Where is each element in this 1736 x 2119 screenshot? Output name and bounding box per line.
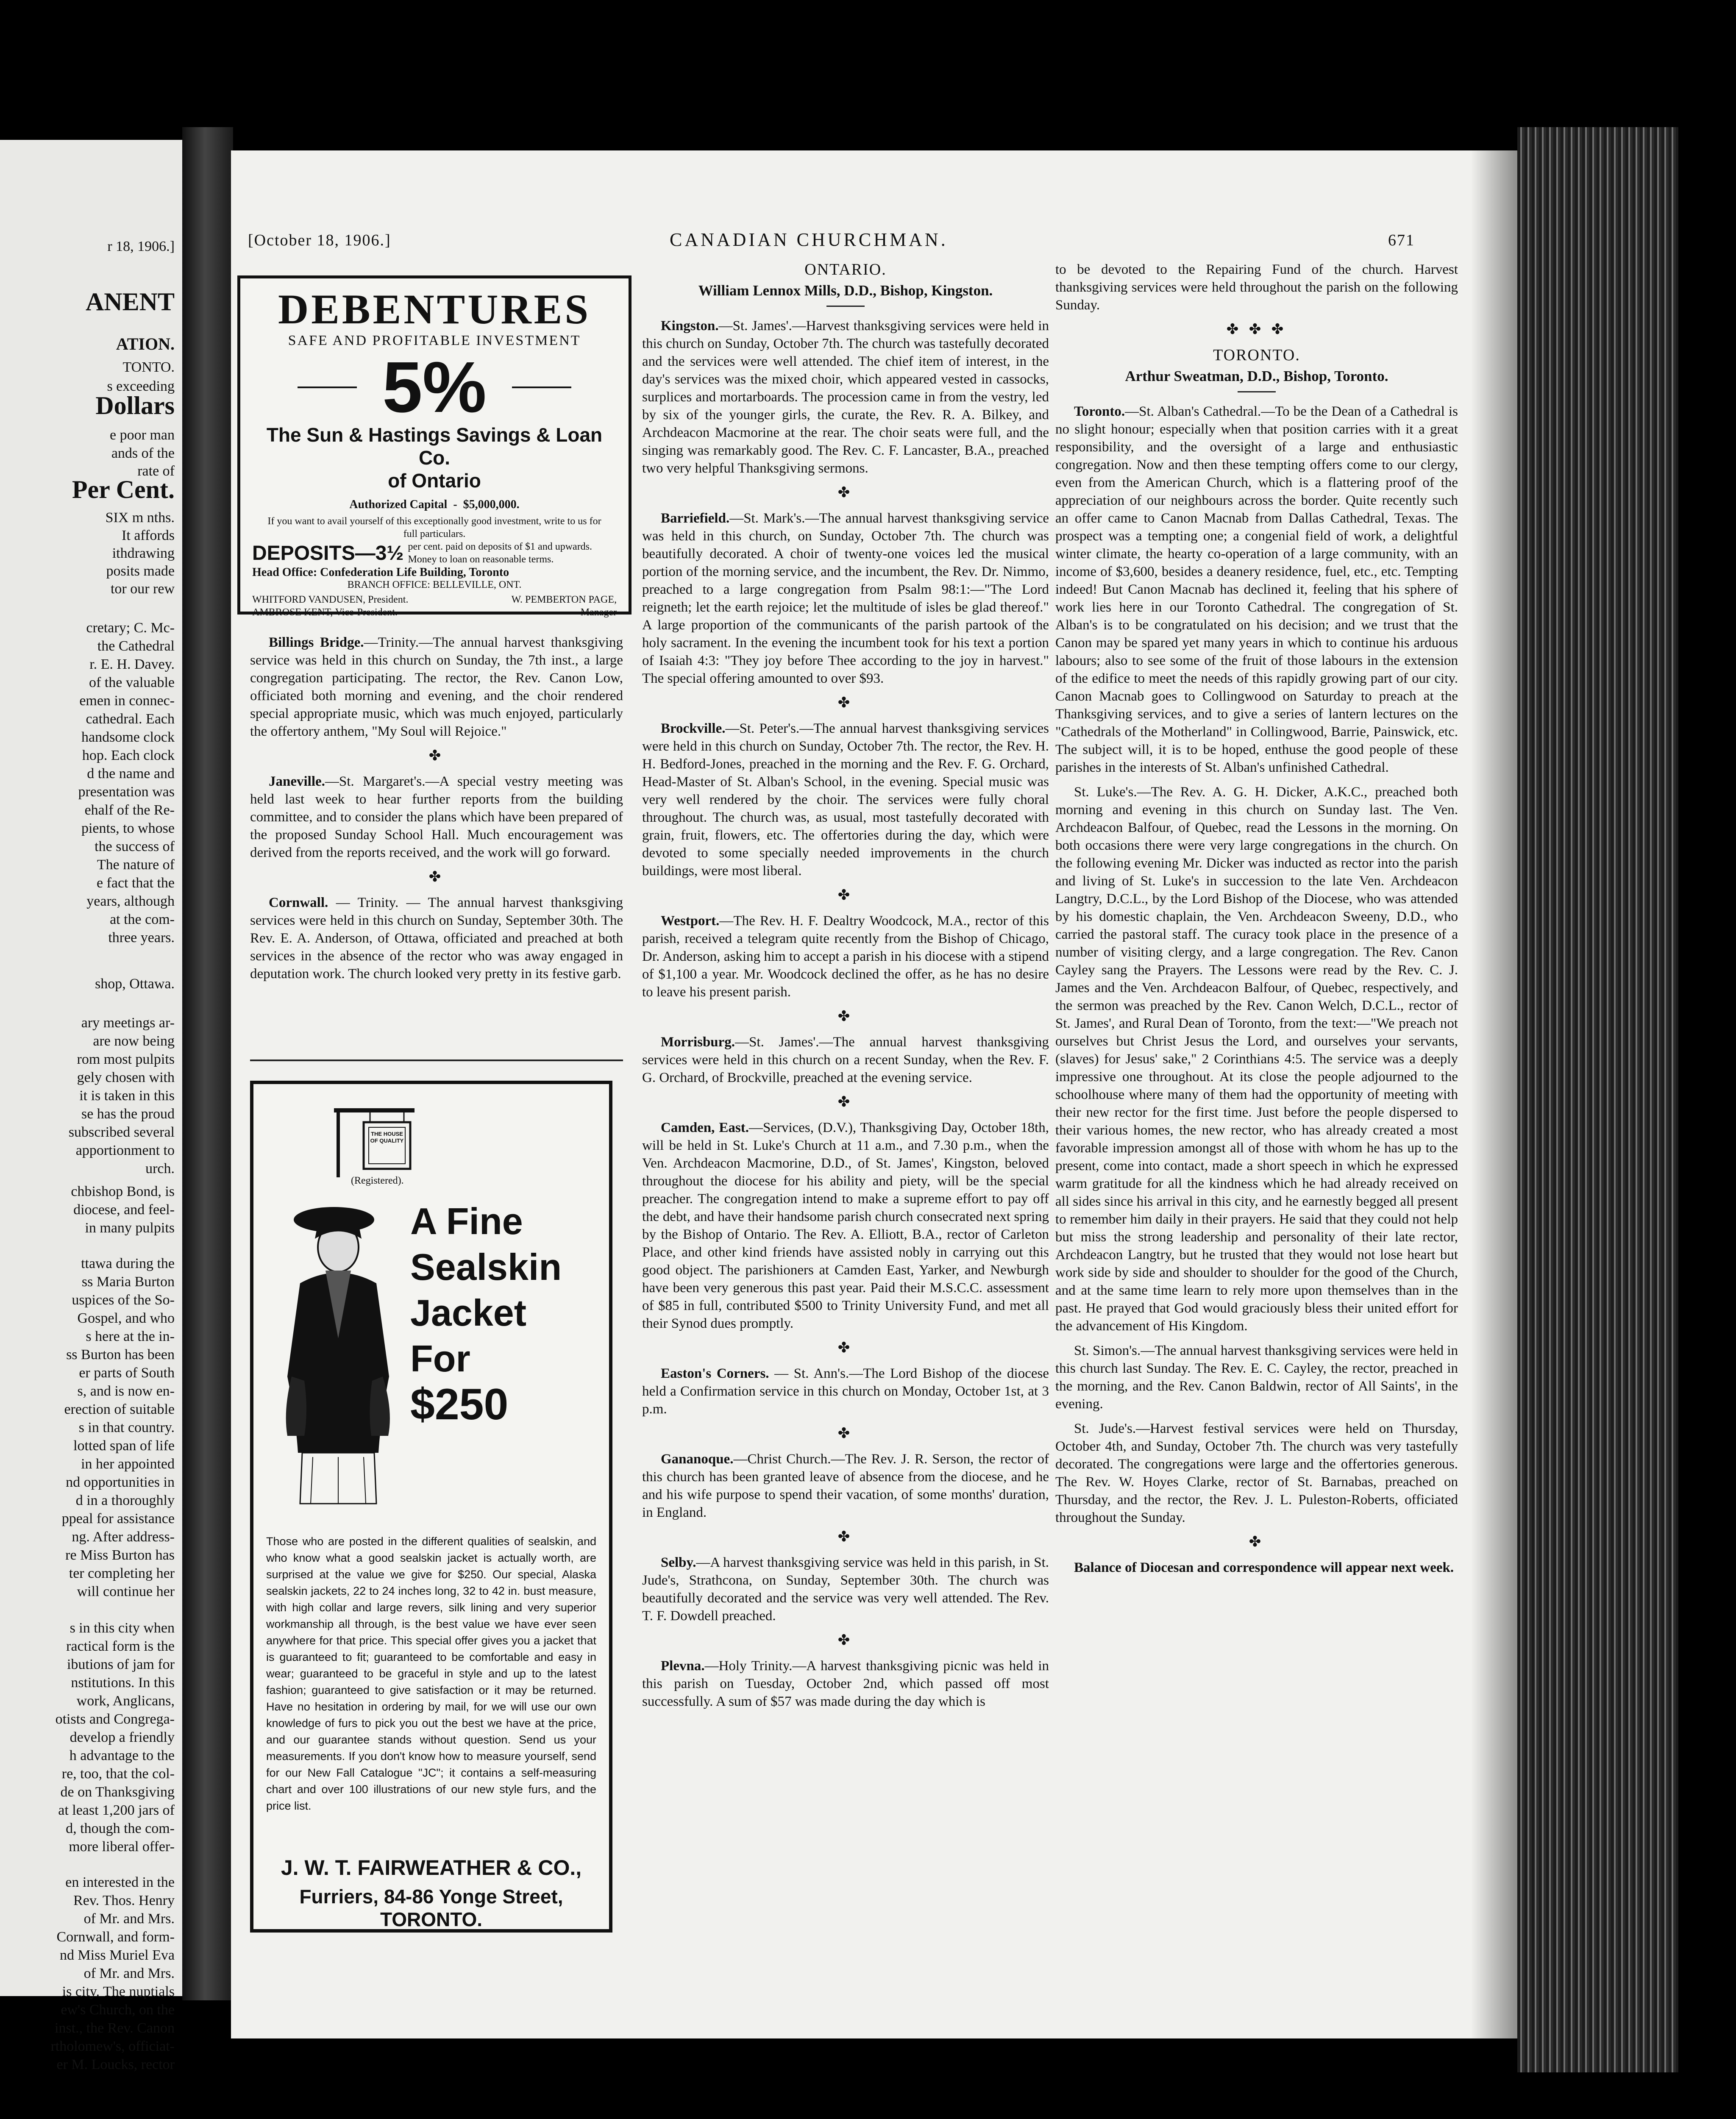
left-page-line: subscribed several <box>68 1124 175 1140</box>
column-1 <box>250 634 623 990</box>
invite-text: If you want to avail yourself of this exceptionally good investment, write to us for full particulars. <box>267 516 601 539</box>
article-text: St. Luke's.—The Rev. A. G. H. Dicker, A.K.C., preached both morning and evening in this church on Sunday last. The Ven. Archdeacon Balfour, of Quebec, read the Lessons in the morning. On both occasions there were very large congregations in the church. On the following evening Mr. Dicker was inducted as rector into the parish and living of St. Luke's in succession to the late Ven. Archdeacon Langtry, D.C.L., by the Lord Bishop of the Diocese, who was attended by his domestic chaplain, the Ven. Archdeacon Sweeny, D.D., who carried the pastoral staff. The curacy took place in the presence of a number of visiting clergy, and a large congregation. The Rev. Canon Cayley sang the Prayers. The Lessons were read by the Rev. C. J. James and the Ven. Archdeacon Balfour, of Quebec, respectively, and the sermon was preached by the Rev. Canon Welch, D.C.L., rector of St. James', and Rural Dean of Toronto, from the text:—"We preach not ourselves but Christ Jesus the Lord, and ourselves your servants, (slaves) for Jesus' sake," 2 Corinthians 4:5. The service was a deeply impressive one throughout. At its close the people adjourned to the schoolhouse where many of them had the opportunity of meeting with their new rector for the first time. Just before the people dispersed to their various homes, the new rector, who has already created a most favorable impression amongst all of those with whom he has up to the present, come into contact, made a short speech in which he expressed warm gratitude for all the kindness which he had already received on all sides since his arrival in this city, and he earnestly begged all present to remember him daily in their prayers. He said that they could not help but miss the strong leadership and personality of their late rector, Archdeacon Langtry, but he trusted that they would not lose heart but work side by side and shoulder to shoulder for the good of the Church, and at the same time learn to rely more upon themselves than in the past. He prayed that God would graciously bless their united effort for the advancement of His Kingdom. <box>1055 784 1458 1334</box>
left-page-line: It affords <box>122 528 175 543</box>
left-page-line: er parts of South <box>79 1365 175 1381</box>
ornament: ✤ <box>837 1009 854 1024</box>
headline-line-1: A Fine <box>410 1200 523 1242</box>
left-page-line: ppeal for assistance <box>61 1511 175 1527</box>
left-page-line: of Mr. and Mrs. <box>83 1966 175 1981</box>
left-page-line: nd opportunities in <box>66 1474 175 1490</box>
page-shadow <box>1471 144 1522 2043</box>
authorized-capital: Authorized Capital - $5,000,000. <box>349 498 520 511</box>
left-page-line: d the name and <box>87 766 175 781</box>
left-page-line: handsome clock <box>81 729 175 745</box>
column-divider <box>250 1060 623 1061</box>
left-page-line: chbishop Bond, is <box>71 1184 175 1199</box>
left-page-line: three years. <box>108 930 175 945</box>
left-page-line: TONTO. <box>122 359 175 375</box>
article-place: Billings Bridge. <box>269 635 364 650</box>
toronto-article <box>1055 1342 1458 1413</box>
left-page-line: er M. Loucks, rector <box>56 2057 175 2072</box>
article-text: —The Rev. H. F. Dealtry Woodcock, M.A., rector of this parish, received a telegram quite recently from the Bishop of Chicago, Dr. Anderson, asking him to accept a parish in his diocese with a stipend of $1,100 a year. Mr. Woodcock declined the offer, as he has no desire to leave his present parish. <box>642 913 1049 1000</box>
article-place: Barriefield. <box>661 511 730 526</box>
left-page-line: Dollars <box>95 392 175 420</box>
left-page-line: ss Burton has been <box>66 1347 175 1363</box>
fur-headline <box>410 1199 562 1427</box>
left-page-line: ithdrawing <box>112 545 175 561</box>
toronto-items <box>1055 403 1458 1527</box>
left-page-line: uspices of the So- <box>72 1292 175 1308</box>
interest-rate <box>252 347 617 428</box>
left-page-line: e fact that the <box>96 875 175 891</box>
sign-text: THE HOUSE OF QUALITY <box>370 1131 404 1144</box>
ornament: ✤ <box>837 1632 854 1648</box>
article-place: Selby. <box>661 1555 696 1570</box>
article-text: —Services, (D.V.), Thanksgiving Day, October 18th, will be held in St. Luke's Church at 11 a.m., and 7.30 p.m., when the Ven. Archdeacon Macmorine, D.D., of St. James', Kingston, beloved throughout the diocese for his ability and piety, will be the special preacher. The congregation intend to make a supreme effort to pay off the debt, and have their handsome parish church consecrated next spring by the Bishop of Ontario. The Rev. A. Elliott, B.A., rector of Carleton Place, and other kind friends have assisted nobly in carrying out this good object. The parishioners at Camden East, Yarker, and Newburgh have been very generous this past year. Paid their M.S.C.C. assessment of $85 in full, contributed $500 to Trinity University Fund, and met all their Synod dues promptly. <box>642 1120 1049 1331</box>
page-number: 671 <box>1388 231 1415 249</box>
left-page-line: The nature of <box>97 857 175 873</box>
left-page-line: Cornwall, and form- <box>56 1929 175 1945</box>
article-place: Cornwall. <box>269 895 328 910</box>
ontario-items <box>642 317 1049 1710</box>
article-text: —St. Mark's.—The annual harvest thanksgiving service was held in this church, on Sunday, October 7th. The church was beautifully decorated. A choir of twenty-one voices led the musical portion of the morning service, and the incumbent, the Rev. Dr. Nimmo, preached to a large congregation from Psalm 98:1:—"The Lord reigneth; let the earth rejoice; let the multitude of isles be glad thereof." A large proportion of the communicants of the parish partook of the holy sacrament. In the evening the incumbent took for his text a portion of Isaiah 4:3: "They joy before Thee according to the joy in harvest." The special offering amounted to over $93. <box>642 511 1049 686</box>
article-text: St. Jude's.—Harvest festival services were held on Thursday, October 4th, and Sunday, October 7th. The church was very tastefully decorated. The congregations were large and the offertories generous. The Rev. W. Hoyes Clarke, rector of St. Barnabas, preached on Thursday, and the rector, the Rev. J. L. Puleston-Roberts, officiated throughout the Sunday. <box>1055 1421 1458 1525</box>
article-place: Westport. <box>661 913 720 929</box>
article-place: Camden, East. <box>661 1120 749 1135</box>
toronto-article <box>1055 783 1458 1335</box>
left-page-line: se has the proud <box>81 1106 175 1122</box>
left-page-line: the success of <box>95 839 175 854</box>
left-page-line: years, although <box>86 893 175 909</box>
capital-label: Authorized Capital <box>349 498 448 511</box>
closing-note: Balance of Diocesan and correspondence will appear next week. <box>1074 1560 1454 1575</box>
article-place: Toronto. <box>1074 404 1125 419</box>
left-page-line: nstitutions. In this <box>71 1675 175 1691</box>
left-page-line: ractical form is the <box>66 1638 175 1654</box>
left-page-line: h advantage to the <box>69 1748 175 1763</box>
article-text: —St. Peter's.—The annual harvest thanksgiving services were held in this church on Sunday, October 7th. The rector, the Rev. H. H. Bedford-Jones, preached in the morning and the Rev. F. G. Orchard, Head-Master of St. Alban's School, in the evening. Special music was very well rendered by the choir. The services were fully choral throughout. The church was, as usual, most tastefully decorated with grain, fruit, flowers, etc. The offertories during the day, which were devoted to some specially needed improvements in the church buildings, were most liberal. <box>642 721 1049 879</box>
left-page-line: ANENT <box>85 288 175 316</box>
left-page-line: ary meetings ar- <box>81 1015 175 1031</box>
article-text: —St. Margaret's.—A special vestry meeting was held last week to hear further reports from the building committee, and to consider the plans which have been prepared of the proposed Sunday School Hall. Much encouragement was derived from the reports received, and the work will go forward. <box>250 774 623 860</box>
ornament: ✤ <box>837 1094 854 1110</box>
headline-price: $250 <box>410 1380 509 1429</box>
left-page-line: r 18, 1906.] <box>107 239 175 254</box>
article-text: —A harvest thanksgiving service was held in this parish, in St. Jude's, Strathcona, on Sunday, September 30th. The church was beautifully decorated and the service was very well attended. The Rev. T. F. Dowdell preached. <box>642 1555 1049 1624</box>
heading-rule <box>1238 391 1276 392</box>
article-place: Morrisburg. <box>661 1034 735 1050</box>
left-page-line: SIX m nths. <box>105 510 175 526</box>
article-place: Janeville. <box>269 774 325 789</box>
left-facing-page <box>0 140 182 2072</box>
article-text: —Trinity.—The annual harvest thanksgiving service was held in this church on Sunday, the 7th inst., a large congregation participating. The rector, the Rev. Canon Low, officiated both morning and evening, and the choir rendered special appropriate music, which was much enjoyed, particularly the offertory anthem, "My Soul will Rejoice." <box>250 635 623 739</box>
officer-president: WHITFORD VANDUSEN, President. <box>252 594 409 605</box>
left-page-line: s here at the in- <box>86 1329 175 1344</box>
left-page-line: ttawa during the <box>81 1256 175 1271</box>
headline-line-4: For <box>410 1338 470 1379</box>
left-page-line: will continue her <box>77 1584 175 1599</box>
left-page-line: develop a friendly <box>70 1730 175 1745</box>
article-place: Gananoque. <box>661 1452 734 1467</box>
ornament: ✤ <box>837 695 854 711</box>
ornament: ✤ <box>837 1340 854 1356</box>
left-page-line: urch. <box>145 1161 175 1176</box>
branch-office: BRANCH OFFICE: BELLEVILLE, ONT. <box>347 579 522 590</box>
left-page-line: Per Cent. <box>72 476 175 503</box>
headline-line-2: Sealskin <box>410 1246 562 1288</box>
article-text: —St. Alban's Cathedral.—To be the Dean of a Cathedral is no slight honour; especially when that position carries with it a great responsibility, and the oversight of a large and enthusiastic congregation. Now and then these tempting offers come to our clergy, even from the American Church, which is a flattering proof of the appreciation of our neighbours across the border. Quite recently such an offer came to Canon Macnab from Dallas Cathedral, Texas. The prospect was a tempting one; a congenial field of work, a delightful winter climate, the hearty co-operation of a large community, with an income of $3,600, besides a deanery residence, fuel, etc., etc. Tempting indeed! But Canon Macnab has declined it, feeling that his sphere of work lies here in our Toronto Cathedral. The congregation of St. Alban's is to be congratulated on his decision; and we trust that the Canon may be spared yet many years in which to continue his arduous labours; also to see some of the fruit of those labours in the extension of the edifice to meet the needs of this rapidly growing part of our city. Canon Macnab goes to Collingwood on Saturday to preach at the Thanksgiving services, and to give a series of lantern lectures on the "Cathedrals of the Motherland" in Collingwood, Barrie, Painswick, etc. The subject will, it is to be hoped, enthuse the good people of these parishes in the interests of St. Alban's unfinished Cathedral. <box>1055 404 1458 775</box>
ornament: ✤ <box>837 1529 854 1545</box>
officer-manager-title: Manager <box>580 607 617 618</box>
left-page-line: cretary; C. Mc- <box>86 620 175 636</box>
left-page-line: shop, Ottawa. <box>95 976 175 992</box>
ontario-article <box>642 1554 1049 1625</box>
left-page-line: posits made <box>106 563 175 579</box>
registered-mark: (Registered). <box>351 1175 404 1186</box>
left-page-line: re Miss Burton has <box>65 1547 175 1563</box>
article-text: —Christ Church.—The Rev. J. R. Serson, the rector of this church has been granted leave of absence from the diocese, and he and his wife purpose to spend their vacation, of some months' duration, in England. <box>642 1452 1049 1520</box>
column-3 <box>1055 261 1458 1583</box>
debentures-title: DEBENTURES <box>278 286 591 333</box>
ornament: ✤ <box>837 887 854 903</box>
left-page-line: at the com- <box>110 912 175 927</box>
left-page-line: ew's Church, on the <box>61 2002 175 2018</box>
debentures-subtitle: SAFE AND PROFITABLE INVESTMENT <box>288 333 581 348</box>
left-page-line: s, and is now en- <box>77 1383 175 1399</box>
capital-value: $5,000,000. <box>463 498 520 511</box>
toronto-article <box>1055 1420 1458 1527</box>
left-page-line: rtholomew's, officiat- <box>50 2038 175 2054</box>
article-text: —St. James'.—The annual harvest thanksgiving services were held in this church on a recent Sunday, when the Rev. F. G. Orchard, of Brockville, preached at the evening service. <box>642 1034 1049 1085</box>
left-page-line: the Cathedral <box>97 638 175 654</box>
left-page-line: ehalf of the Re- <box>84 802 175 818</box>
left-page-line: rom most pulpits <box>77 1051 175 1067</box>
left-page-line: otists and Congrega- <box>55 1711 175 1727</box>
col1-article <box>250 634 623 740</box>
left-page-line: ng. After address- <box>72 1529 175 1545</box>
ornament: ✤ <box>837 485 854 501</box>
ontario-article <box>642 1365 1049 1418</box>
left-page-line: is city. The nuptials <box>62 1984 175 1999</box>
left-page-line: Rev. Thos. Henry <box>73 1893 175 1908</box>
ornament: ✤ <box>428 869 445 885</box>
ornament: ✤ <box>1249 1534 1265 1550</box>
officer-vice-president: AMBROSE KENT, Vice-President. <box>252 607 398 618</box>
article-text: —Holy Trinity.—A harvest thanksgiving picnic was held in this parish on Tuesday, October 2nd, which passed off most successfully. A sum of $57 was made during the day which is <box>642 1658 1049 1709</box>
left-page-line: s in that country. <box>78 1420 175 1435</box>
left-page-line: tor our rew <box>110 581 175 597</box>
article-place: Brockville. <box>661 721 726 736</box>
ontario-article <box>642 317 1049 477</box>
left-page-line: Gospel, and who <box>77 1310 175 1326</box>
book-gutter <box>182 127 233 2000</box>
ornament: ✤ <box>428 748 445 764</box>
header-date: [October 18, 1906.] <box>248 231 391 249</box>
ornament: ✤ <box>837 1426 854 1441</box>
ornament-row: ✤ ✤ ✤ <box>1226 322 1287 337</box>
left-page-line: ter completing her <box>69 1566 175 1581</box>
ontario-article <box>642 1657 1049 1710</box>
left-page-line: pients, to whose <box>81 820 175 836</box>
headline-line-3: Jacket <box>410 1292 527 1334</box>
firm-name: J. W. T. FAIRWEATHER & CO., <box>281 1856 582 1880</box>
bishop-toronto: Arthur Sweatman, D.D., Bishop, Toronto. <box>1125 368 1388 384</box>
left-page-line: in many pulpits <box>85 1220 175 1236</box>
left-page-line: s exceeding <box>107 378 175 394</box>
left-page-line: it is taken in this <box>79 1088 175 1104</box>
left-page-line: ibutions of jam for <box>67 1657 175 1672</box>
left-page-line: apportionment to <box>75 1143 175 1158</box>
sealskin-advertisement <box>250 1081 612 1933</box>
ontario-article <box>642 1450 1049 1521</box>
left-page-line: nd Miss Muriel Eva <box>59 1947 175 1963</box>
left-page-line: d in a thoroughly <box>75 1493 175 1508</box>
officers <box>252 593 617 619</box>
ontario-article <box>642 509 1049 687</box>
interest-rate-value: 5% <box>382 347 487 428</box>
left-page-line: work, Anglicans, <box>76 1693 175 1709</box>
woman-in-sealskin-jacket-illustration <box>275 1199 398 1512</box>
left-page-line: lotted span of life <box>73 1438 175 1454</box>
diocese-heading-ontario: ONTARIO. <box>804 261 887 278</box>
left-page-line: of the valuable <box>89 675 175 690</box>
left-page-line: erection of suitable <box>64 1402 175 1417</box>
left-page-line: ss Maria Burton <box>81 1274 175 1290</box>
bishop-ontario: William Lennox Mills, D.D., Bishop, Kingston. <box>698 282 993 299</box>
left-page-line: are now being <box>93 1033 175 1049</box>
firm-address: Furriers, 84-86 Yonge Street, TORONTO. <box>299 1885 563 1930</box>
fur-body-text: Those who are posted in the different qualities of sealskin, and who know what a good sealskin jacket is actually worth, are surprised at the value we give for $250. Our special, Alaska sealskin jackets, 22 to 24 inches long, 32 to 42 in. bust measure, with high collar and large revers, silk lining and very superior workmanship all through, is the best value we have ever seen anywhere for that price. This special offer gives you a jacket that is guaranteed to fit; guaranteed to be comfortable and easy in wear; guaranteed to be graceful in style and up to the latest fashion; guaranteed to give satisfaction or it may be returned. Have no hesitation in ordering by mail, for we will use our own knowledge of furs to pick you out the best we have at the price, and our guarantee stands without question. Send us your measurements. If you don't know how to measure yourself, send for our New Fall Catalogue "JC"; it contains a self-measuring chart and over 100 illustrations of our new style furs, and the price list. <box>266 1535 596 1812</box>
header-title: CANADIAN CHURCHMAN. <box>670 229 948 250</box>
officer-manager: W. PEMBERTON PAGE, <box>511 594 617 605</box>
left-page-line: en interested in the <box>65 1874 175 1890</box>
ontario-article <box>642 1119 1049 1332</box>
left-page-line: hop. Each clock <box>82 748 175 763</box>
left-page-line: ATION. <box>116 334 175 353</box>
company-name: The Sun & Hastings Savings & Loan Co. <box>266 424 603 469</box>
article-place: Kingston. <box>661 318 719 334</box>
left-page-line: presentation was <box>78 784 175 800</box>
left-page-line: in her appointed <box>81 1456 175 1472</box>
continued-text: to be devoted to the Repairing Fund of the church. Harvest thanksgiving services were held throughout the parish on the following Sunday. <box>1055 262 1458 313</box>
toronto-article <box>1055 403 1458 776</box>
left-page-line: ands of the <box>111 445 175 461</box>
left-page-line: de on Thanksgiving <box>60 1784 175 1800</box>
left-page-line: inst., the Rev. Canon <box>55 2020 175 2036</box>
ontario-article <box>642 720 1049 880</box>
left-page-line: diocese, and feel- <box>73 1202 175 1218</box>
book-page-edges <box>1517 127 1678 2072</box>
left-page-line: s in this city when <box>70 1620 175 1636</box>
head-office: Head Office: Confederation Life Building, Toronto <box>252 566 509 579</box>
left-page-line: of Mr. and Mrs. <box>83 1911 175 1927</box>
article-text: — Trinity. — The annual harvest thanksgiving services were held in this church on Sunday, September 30th. The Rev. E. A. Anderson, of Ottawa, officiated and preached at both services in the absence of the rector who was away engaged in deputation work. The church looked very pretty in its festive garb. <box>250 895 623 982</box>
article-place: Easton's Corners. <box>661 1366 769 1381</box>
left-page-line: emen in connec- <box>79 693 175 709</box>
article-text: St. Simon's.—The annual harvest thanksgiving services were held in this church last Sunday. The Rev. E. C. Cayley, the rector, preached in the morning, and the Rev. Canon Baldwin, rector of All Saints', in the evening. <box>1055 1343 1458 1412</box>
company-name-line2: of Ontario <box>388 470 481 492</box>
deposits-block <box>252 540 617 566</box>
debentures-advertisement <box>237 275 632 618</box>
left-page-line: d, though the com- <box>66 1821 175 1836</box>
col1-article <box>250 894 623 983</box>
col1-article <box>250 773 623 862</box>
left-page-line: re, too, that the col- <box>61 1766 175 1782</box>
article-text: — St. Ann's.—The Lord Bishop of the diocese held a Confirmation service in this church on Monday, October 1st, at 3 p.m. <box>642 1366 1049 1417</box>
left-page-line: at least 1,200 jars of <box>58 1802 175 1818</box>
deposits-text: per cent. paid on deposits of $1 and upwards. Money to loan on reasonable terms. <box>408 541 593 565</box>
deposits-label: DEPOSITS—3½ <box>252 542 404 565</box>
heading-rule <box>826 306 865 307</box>
ontario-article <box>642 1033 1049 1087</box>
diocese-heading-toronto: TORONTO. <box>1213 346 1300 364</box>
left-page-line: r. E. H. Davey. <box>89 656 175 672</box>
left-page-line: gely chosen with <box>77 1070 175 1085</box>
column-2 <box>642 261 1049 1717</box>
ontario-article <box>642 912 1049 1001</box>
left-page-line: rate of <box>137 463 175 479</box>
article-place: Plevna. <box>661 1658 705 1674</box>
article-text: —St. James'.—Harvest thanksgiving services were held in this church on Sunday, October 7th. The church was tastefully decorated and the services were well attended. The chief item of interest, in the day's services was the mixed choir, which appeared vested in cassocks, surplices and mortarboards. The procession came in from the vestry, led by six of the younger girls, the curate, the Rev. R. A. Bilkey, and Archdeacon Macmorine at the rear. The choir seats were full, and the singing was remarkably good. The Rev. C. F. Lancaster, B.A., preached two very helpful Thanksgiving sermons. <box>642 318 1049 476</box>
left-page-line: more liberal offer- <box>69 1839 175 1855</box>
left-page-line: e poor man <box>110 427 175 443</box>
left-page-line: cathedral. Each <box>86 711 175 727</box>
